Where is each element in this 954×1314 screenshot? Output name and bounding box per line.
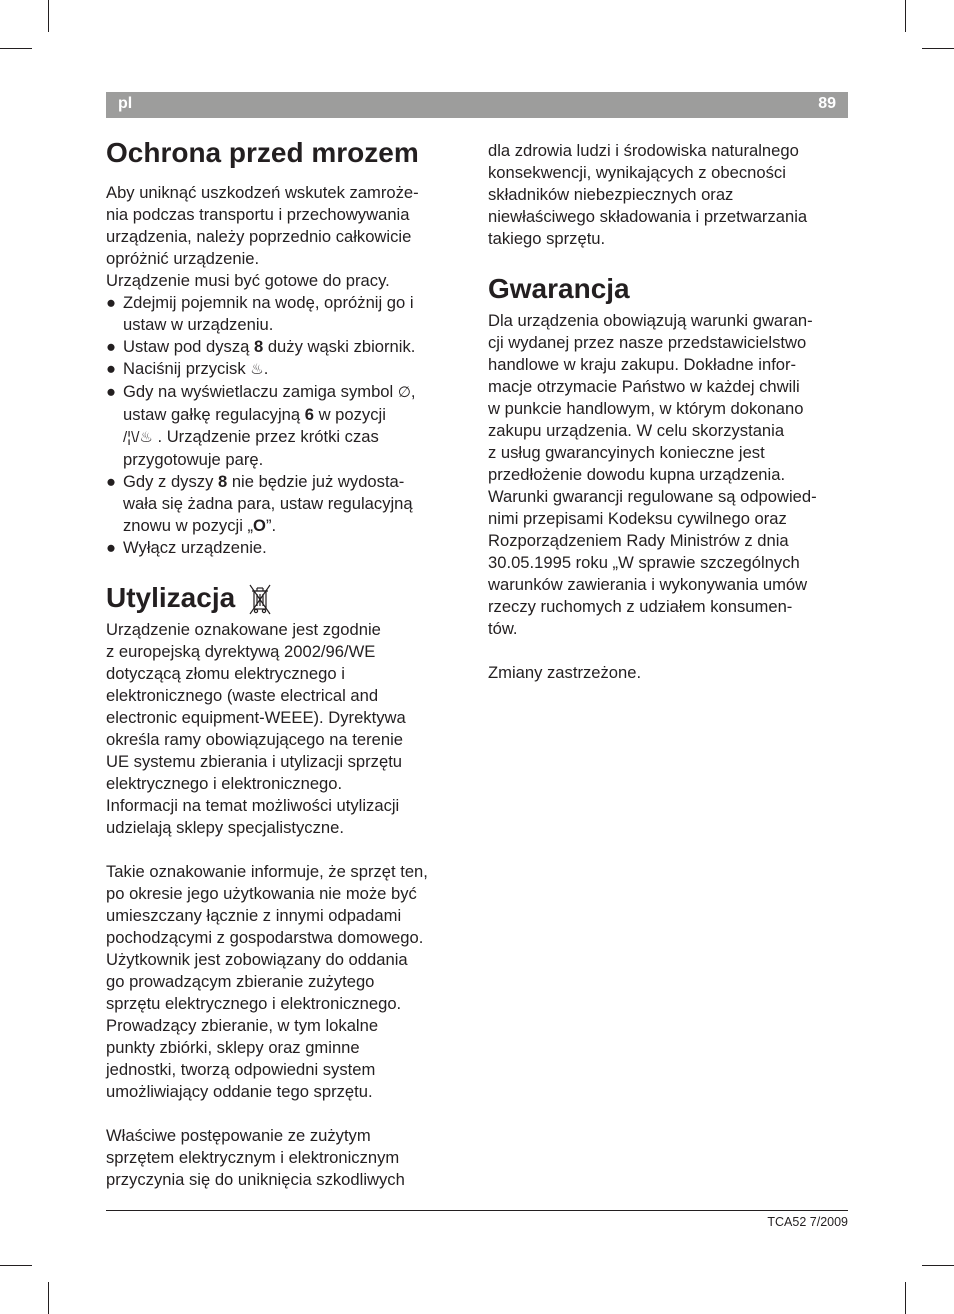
crop-mark xyxy=(922,1265,954,1266)
text-line: udzielają sklepy specjalistyczne. xyxy=(106,818,344,837)
text-line: Urządzenie musi być gotowe do pracy. xyxy=(106,271,390,290)
text-line: takiego sprzętu. xyxy=(488,229,606,248)
text-fragment: w pozycji xyxy=(313,405,386,424)
empty-container-icon: ∅ xyxy=(397,384,411,401)
disposal-paragraph-3 xyxy=(106,1125,466,1191)
crossed-out-wheelie-bin-icon xyxy=(247,581,273,615)
right-column xyxy=(488,140,850,684)
text-line: Zdejmij pojemnik na wodę, opróżnij go i xyxy=(123,293,414,312)
left-column xyxy=(106,136,466,1191)
text-line: konsekwencji, wynikających z obecności xyxy=(488,163,786,182)
text-line: z usług gwarancyinych konieczne jest xyxy=(488,443,765,462)
text-line: tów. xyxy=(488,619,518,638)
text-line: Właściwe postępowanie ze zużytym xyxy=(106,1126,371,1145)
part-number: 8 xyxy=(217,472,228,491)
crop-mark xyxy=(0,48,32,49)
text-line: Prowadzący zbieranie, w tym lokalne xyxy=(106,1016,379,1035)
list-item xyxy=(106,292,466,336)
footer-model-date: TCA52 7/2009 xyxy=(767,1215,848,1229)
section-title-warranty: Gwarancja xyxy=(488,273,630,304)
part-number: 6 xyxy=(304,405,314,424)
crop-mark xyxy=(48,1282,49,1314)
text-line: ustaw w urządzeniu. xyxy=(123,315,274,334)
text-line: elektronicznego (waste electrical and xyxy=(106,686,379,705)
text-line: w punkcie handlowym, w którym dokonano xyxy=(488,399,804,418)
text-fragment: Ustaw pod dyszą xyxy=(123,337,254,356)
dial-position-icon: /¦\/♨ xyxy=(123,429,153,446)
text-line: niewłaściwego składowania i przetwarzania xyxy=(488,207,808,226)
bullet-icon: ● xyxy=(106,472,117,491)
crop-mark xyxy=(922,48,954,49)
text-line: rzeczy ruchomych z udziałem konsumen- xyxy=(488,597,793,616)
bullet-icon: ● xyxy=(106,337,117,356)
warranty-body xyxy=(488,310,850,640)
text-line: określa ramy obowiązującego na terenie xyxy=(106,730,404,749)
text-line: UE systemu zbierania i utylizacji sprzętu xyxy=(106,752,403,771)
text-line: punkty zbiórki, sklepy oraz gminne xyxy=(106,1038,360,1057)
bullet-icon: ● xyxy=(106,382,117,401)
text-line: nimi przepisami Kodeksu cywilnego oraz xyxy=(488,509,787,528)
text-line: dotyczącą złomu elektrycznego i xyxy=(106,664,345,683)
text-line: sprzętem elektrycznym i elektronicznym xyxy=(106,1148,400,1167)
steam-icon: ♨ xyxy=(250,361,264,378)
crop-mark xyxy=(0,1265,32,1266)
text-fragment: ”. xyxy=(265,516,277,535)
text-line: składników niebezpiecznych oraz xyxy=(488,185,734,204)
text-line: sprzętu elektrycznego i elektronicznego. xyxy=(106,994,402,1013)
text-line: opróżnić urządzenie. xyxy=(106,249,260,268)
language-code: pl xyxy=(118,95,133,112)
text-line: 30.05.1995 roku „W sprawie szczególnych xyxy=(488,553,800,572)
disposal-paragraph-3-continued xyxy=(488,140,850,250)
text-line: umożliwiający oddanie tego sprzętu. xyxy=(106,1082,373,1101)
text-fragment: znowu w pozycji „ xyxy=(123,516,254,535)
text-line: Warunki gwarancji regulowane są odpowied- xyxy=(488,487,817,506)
part-number: 8 xyxy=(253,337,264,356)
disposal-paragraph-2 xyxy=(106,861,466,1103)
text-line: pochodzącymi z gospodarstwa domowego. xyxy=(106,928,424,947)
text-line: umieszczany łącznie z innymi odpadami xyxy=(106,906,402,925)
text-line: Aby uniknąć uszkodzeń wskutek zamroże- xyxy=(106,183,419,202)
text-line: electronic equipment-WEEE). Dyrektywa xyxy=(106,708,406,727)
page-header-bar xyxy=(106,92,848,118)
text-line: wała się żadna para, ustaw regulacyjną xyxy=(123,494,413,513)
disposal-paragraph-1 xyxy=(106,619,466,839)
text-line: Dla urządzenia obowiązują warunki gwaran- xyxy=(488,311,813,330)
list-item xyxy=(106,381,466,471)
text-line: przygotowuje parę. xyxy=(123,450,264,469)
text-line: Rozporządzeniem Rady Ministrów z dnia xyxy=(488,531,789,550)
crop-mark xyxy=(905,1282,906,1314)
text-line: handlowe w kraju zakupu. Dokładne infor- xyxy=(488,355,797,374)
text-fragment: Gdy z dyszy xyxy=(123,472,218,491)
text-fragment: . xyxy=(263,359,269,378)
frost-steps-list xyxy=(106,292,466,559)
section-title-text: Utylizacja xyxy=(106,582,236,613)
text-line: Takie oznakowanie informuje, że sprzęt ten, xyxy=(106,862,428,881)
text-line: nia podczas transportu i przechowywania xyxy=(106,205,410,224)
page-number: 89 xyxy=(818,95,836,112)
text-line: warunków zawierania i wykonywania umów xyxy=(488,575,808,594)
bullet-icon: ● xyxy=(106,538,117,557)
text-fragment: nie będzie już wydosta- xyxy=(227,472,405,491)
text-line: przyczynia się do uniknięcia szkodliwych xyxy=(106,1170,405,1189)
text-line: Użytkownik jest zobowiązany do oddania xyxy=(106,950,408,969)
text-line: jednostki, tworzą odpowiedni system xyxy=(106,1060,376,1079)
text-fragment: Gdy na wyświetlaczu zamiga symbol xyxy=(123,382,398,401)
crop-mark xyxy=(905,0,906,32)
changes-reserved-note: Zmiany zastrzeżone. xyxy=(488,663,642,682)
frost-intro xyxy=(106,182,466,292)
list-item xyxy=(106,358,466,381)
text-line: urządzenia, należy poprzednio całkowicie xyxy=(106,227,412,246)
text-line: Urządzenie oznakowane jest zgodnie xyxy=(106,620,381,639)
section-title-frost: Ochrona przed mrozem xyxy=(106,137,419,168)
text-line: przedłożenie dowodu kupna urządzenia. xyxy=(488,465,786,484)
list-item xyxy=(106,471,466,537)
text-line: cji wydanej przez nasze przedstawicielstwo xyxy=(488,333,807,352)
text-line: elektrycznego i elektronicznego. xyxy=(106,774,343,793)
footer-divider xyxy=(106,1210,848,1211)
text-line: go prowadzącym zbieranie zużytego xyxy=(106,972,375,991)
position-label: O xyxy=(253,516,266,535)
section-title-disposal xyxy=(106,581,466,615)
bullet-icon: ● xyxy=(106,359,117,378)
text-line: Wyłącz urządzenie. xyxy=(123,538,267,557)
text-line: z europejską dyrektywą 2002/96/WE xyxy=(106,642,376,661)
text-line: po okresie jego użytkowania nie może być xyxy=(106,884,417,903)
list-item xyxy=(106,336,466,358)
text-line: macje otrzymacie Państwo w każdej chwili xyxy=(488,377,800,396)
text-fragment: . Urządzenie przez krótki czas xyxy=(152,427,379,446)
text-line: dla zdrowia ludzi i środowiska naturalnego xyxy=(488,141,799,160)
text-fragment: ustaw gałkę regulacyjną xyxy=(123,405,305,424)
text-line: Informacji na temat możliwości utylizacji xyxy=(106,796,400,815)
text-line: zakupu urządzenia. W celu skorzystania xyxy=(488,421,785,440)
text-fragment: Naciśnij przycisk xyxy=(123,359,251,378)
bullet-icon: ● xyxy=(106,293,117,312)
list-item xyxy=(106,537,466,559)
crop-mark xyxy=(48,0,49,32)
text-fragment: , xyxy=(410,382,416,401)
text-fragment: duży wąski zbiornik. xyxy=(263,337,416,356)
